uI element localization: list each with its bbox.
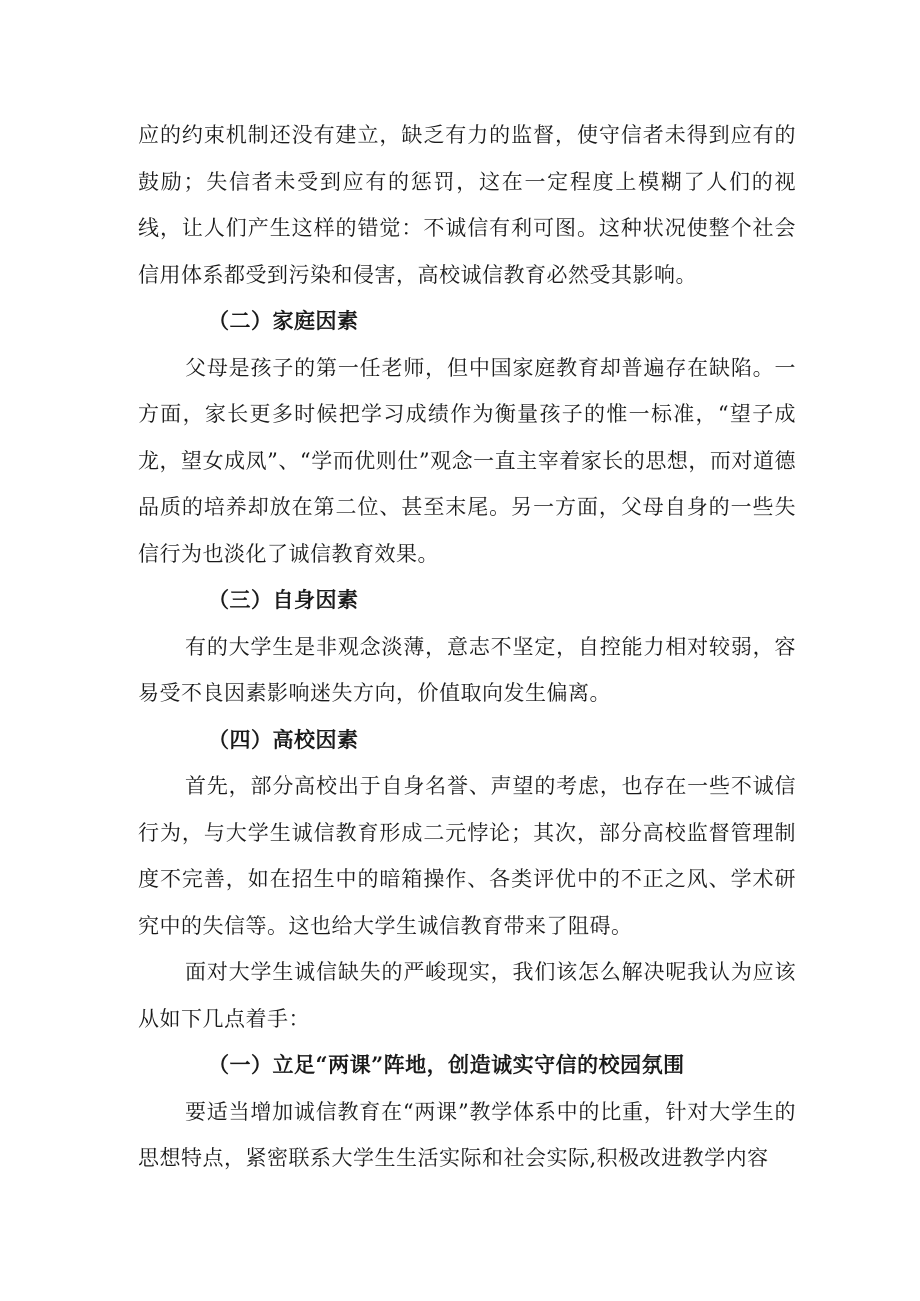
heading-university-factors: （四）高校因素 [208, 726, 359, 752]
document-body [138, 112, 796, 1182]
heading-two-courses: （一）立足“两课”阵地，创造诚实守信的校园氛围 [208, 1052, 685, 1077]
paragraph-self: 有的大学生是非观念淡薄，意志不坚定，自控能力相对较弱，容易受不良因素影响迷失方向，价值取向发生偏离。 [138, 634, 796, 705]
heading-family-factors: （二）家庭因素 [208, 308, 359, 333]
paragraph-university: 首先，部分高校出于自身名誉、声望的考虑，也存在一些不诚信行为，与大学生诚信教育形成二元悖论；其次，部分高校监督管理制度不完善，如在招生中的暗箱操作、各类评优中的不正之风、学术研究中的失信等。这也给大学生诚信教育带来了阻碍。 [138, 774, 796, 938]
paragraph-solutions-intro: 面对大学生诚信缺失的严峻现实，我们该怎么解决呢我认为应该从如下几点着手： [138, 960, 796, 1031]
paragraph-family: 父母是孩子的第一任老师，但中国家庭教育却普遍存在缺陷。一方面，家长更多时候把学习成绩作为衡量孩子的惟一标准，“望子成龙，望女成凤”、“学而优则仕”观念一直主宰着家长的思想，而对道德品质的培养却放在第二位、甚至末尾。另一方面，父母自身的一些失信行为也淡化了诚信教育效果。 [138, 355, 796, 566]
paragraph-two-courses: 要适当增加诚信教育在“两课”教学体系中的比重，针对大学生的思想特点，紧密联系大学生生活实际和社会实际,积极改进教学内容 [138, 1099, 796, 1170]
paragraph-social-credit: 应的约束机制还没有建立，缺乏有力的监督，使守信者未得到应有的鼓励；失信者未受到应有的惩罚，这在一定程度上模糊了人们的视线，让人们产生这样的错觉：不诚信有利可图。这种状况使整个社会信用体系都受到污染和侵害，高校诚信教育必然受其影响。 [138, 123, 796, 287]
heading-self-factors: （三）自身因素 [208, 587, 359, 612]
